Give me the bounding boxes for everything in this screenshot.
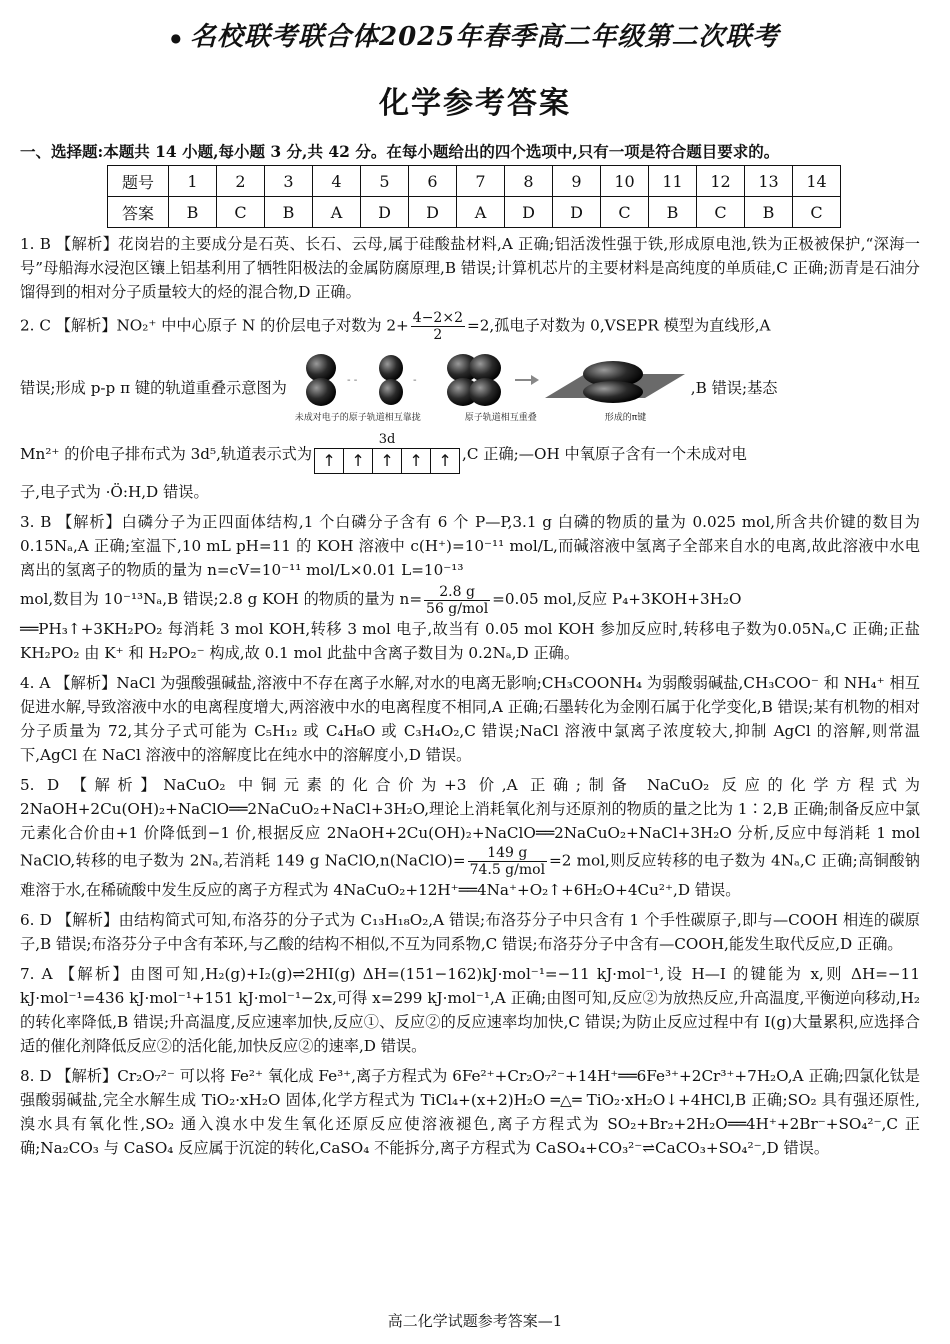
exam-title: 名校联考联合体2025年春季高二年级第二次联考 <box>190 22 780 52</box>
pi-bond-overlap-diagram <box>295 352 685 423</box>
explanation-q5 <box>20 773 920 902</box>
orbital-captions <box>295 410 685 423</box>
answer-cell: A <box>457 197 505 228</box>
question-number-cell: 5 <box>361 166 409 197</box>
caption-overlap: 原子轨道相互重叠 <box>464 412 537 423</box>
q2-text-7: 子,电子式为 ·Ö:H,D 错误。 <box>20 483 209 501</box>
arrow-icon <box>531 375 539 385</box>
row-label-number: 题号 <box>108 166 169 197</box>
q3-frac-num: 2.8 g <box>424 584 490 601</box>
caption-pi-bond: 形成的π键 <box>604 412 647 423</box>
answer-cell: B <box>745 197 793 228</box>
3d-orbital-boxes <box>314 433 460 474</box>
row-label-answer: 答案 <box>108 197 169 228</box>
q5-text-2: =2 mol,则反应转移的电子数为 4Nₐ,C 正确;高铜酸钠难溶于水,在稀硫酸中发生反应的离子方程式为 4NaCuO₂+12H⁺══4Na⁺+O₂↑+6H₂O+4Cu²⁺,D 错误。 <box>20 851 920 899</box>
answer-cell: D <box>553 197 601 228</box>
q3-fraction <box>424 584 490 617</box>
orbital-cell-up-arrow-icon: ↑ <box>315 449 344 473</box>
orbital-cell-up-arrow-icon: ↑ <box>373 449 402 473</box>
answer-cell: B <box>649 197 697 228</box>
question-number-cell: 1 <box>169 166 217 197</box>
answer-cell: B <box>169 197 217 228</box>
orbital-cell-up-arrow-icon: ↑ <box>344 449 373 473</box>
question-number-cell: 2 <box>217 166 265 197</box>
explanations <box>20 232 920 1166</box>
answer-cell: B <box>265 197 313 228</box>
bullet-dot-icon: ● <box>170 31 183 45</box>
orbital-cells <box>314 448 460 474</box>
answer-cell: D <box>361 197 409 228</box>
p-orbital-lobe <box>379 355 403 381</box>
document-title: 化学参考答案 <box>379 86 571 121</box>
section-heading: 一、选择题:本题共 14 小题,每小题 3 分,共 42 分。在每小题给出的四个选项中,只有一项是符合题目要求的。 <box>20 142 780 161</box>
orbital-label: 3d <box>378 432 396 447</box>
q3-text-2: mol,数目为 10⁻¹³Nₐ,B 错误;2.8 g KOH 的物质的量为 n= <box>20 590 423 608</box>
explanation-q1: 1. B 【解析】花岗岩的主要成分是石英、长石、云母,属于硅酸盐材料,A 正确;铝活泼性强于铁,形成原电池,铁为正极被保护,“深海一号”母船海水浸泡区镶上铝基利用了牺牲阳极法的金属防腐原理,B 错误;计算机芯片的主要材料是高纯度的单质硅,C 正确;沥青是石油分馏得到的相对分子质量较大的烃的混合物,D 正确。 <box>20 235 920 301</box>
question-number-cell: 13 <box>745 166 793 197</box>
orbital-cell-up-arrow-icon: ↑ <box>438 451 452 470</box>
q2-frac-den: 2 <box>433 327 443 343</box>
question-number-cell: 4 <box>313 166 361 197</box>
q3-frac-den: 56 g/mol <box>426 600 489 617</box>
q2-text-6: ,C 正确;—OH 中氧原子含有一个未成对电 <box>462 444 747 463</box>
explanation-q3-cont <box>20 582 920 617</box>
pi-bond-orbital-figure <box>295 352 685 410</box>
q5-frac-den: 74.5 g/mol <box>469 861 546 878</box>
answer-cell: D <box>409 197 457 228</box>
pi-bond-lobe <box>583 381 643 403</box>
p-orbital-lobe <box>469 378 501 406</box>
p-orbital-lobe <box>469 354 501 382</box>
page-footer: 高二化学试题参考答案—1 <box>387 1312 563 1330</box>
q2-frac-num: 4−2×2 <box>412 310 463 326</box>
caption-approach: 未成对电子的原子轨道相互靠拢 <box>294 412 421 423</box>
question-number-cell: 3 <box>265 166 313 197</box>
answer-cell: C <box>697 197 745 228</box>
p-orbital-lobe <box>379 379 403 405</box>
answer-table-row-answers <box>108 197 841 228</box>
q5-text-1: 5. D 【解析】NaCuO₂ 中铜元素的化合价为+3 价,A 正确;制备 NaCuO₂ 反应的化学方程式为 2NaOH+2Cu(OH)₂+NaClO══2NaCuO₂+NaCl+3H₂O,理论上消耗氧化剂与还原剂的物质的量之比为 1∶2,B 正确;制备反应中氯元素化合价由+1 价降低到−1 价,根据反应 2NaOH+2Cu(OH)₂+NaClO══2NaCuO₂+NaCl+3H₂O 分析,反应中每消耗 1 mol NaClO,转移的电子数为 2Nₐ,若消耗 149 g NaClO,n(NaClO)= <box>20 775 920 869</box>
exam-header <box>0 16 950 53</box>
question-number-cell: 11 <box>649 166 697 197</box>
explanation-q8: 8. D 【解析】Cr₂O₇²⁻ 可以将 Fe²⁺ 氧化成 Fe³⁺,离子方程式为 6Fe²⁺+Cr₂O₇²⁻+14H⁺══6Fe³⁺+2Cr³⁺+7H₂O,A 正确;四氯化钛是强酸弱碱盐,完全水解生成 TiO₂·xH₂O 固体,化学方程式为 TiCl₄+(x+2)H₂O ═△═ TiO₂·xH₂O↓+4HCl,B 正确;SO₂ 具有强还原性,溴水具有氧化性,SO₂ 通入溴水中发生氧化还原反应使溶液褪色,离子方程式为 SO₂+Br₂+2H₂O══4H⁺+2Br⁻+SO₄²⁻,C 正确;Na₂CO₃ 与 CaSO₄ 反应属于沉淀的转化,CaSO₄ 不能拆分,离子方程式为 CaSO₄+CO₃²⁻⇌CaCO₃+SO₄²⁻,D 错误。 <box>20 1066 920 1157</box>
q2-orbital-diagram-row <box>20 433 920 474</box>
question-number-cell: 14 <box>793 166 841 197</box>
q5-fraction <box>468 845 547 878</box>
q2-text-4: ,B 错误;基态 <box>690 378 778 397</box>
p-orbital-lobe <box>306 354 336 382</box>
q2-text-5: Mn²⁺ 的价电子排布式为 3d⁵,轨道表示式为 <box>20 444 313 463</box>
p-orbital-lobe <box>306 378 336 406</box>
answer-cell: A <box>313 197 361 228</box>
explanation-q3 <box>20 510 920 582</box>
explanation-q4: 4. A 【解析】NaCl 为强酸强碱盐,溶液中不存在离子水解,对水的电离无影响;CH₃COONH₄ 为弱酸弱碱盐,CH₃COO⁻ 和 NH₄⁺ 相互促进水解,导致溶液中水的电离程度增大,两溶液中水的电离程度不相同,A 正确;石墨转化为金刚石属于化学变化,B 错误;某有机物的相对分子质量为 72,其分子式可能为 C₅H₁₂ 或 C₄H₈O 或 C₃H₄O₂,C 错误;NaCl 溶液中氯离子浓度较大,抑制 AgCl 的溶解,则常温下,AgCl 在 NaCl 溶液中的溶解度比在纯水中的溶解度小,D 错误。 <box>20 673 920 764</box>
q2-text-2: =2,孤电子对数为 0,VSEPR 模型为直线形,A <box>466 316 771 335</box>
question-number-cell: 6 <box>409 166 457 197</box>
q2-text-3: 错误;形成 p-p π 键的轨道重叠示意图为 <box>20 378 287 397</box>
question-number-cell: 10 <box>601 166 649 197</box>
answer-table <box>107 165 841 228</box>
explanation-q7: 7. A 【解析】由图可知,H₂(g)+I₂(g)⇌2HI(g) ΔH=(151−162)kJ·mol⁻¹=−11 kJ·mol⁻¹,设 H—I 的键能为 x,则 ΔH=−11 kJ·mol⁻¹=436 kJ·mol⁻¹+151 kJ·mol⁻¹−2x,可得 x=299 kJ·mol⁻¹,A 正确;由图可知,反应②为放热反应,升高温度,平衡逆向移动,H₂ 的转化率降低,B 错误;升高温度,反应速率加快,反应①、反应②的反应速率均加快,C 错误;为防止反应过程中有 I(g)大量累积,应选择合适的催化剂降低反应②的活化能,加快反应②的速率,D 错误。 <box>20 964 920 1055</box>
question-number-cell: 12 <box>697 166 745 197</box>
question-number-cell: 8 <box>505 166 553 197</box>
q3-text-4: ══PH₃↑+3KH₂PO₂ 每消耗 3 mol KOH,转移 3 mol 电子,故当有 0.05 mol KOH 参加反应时,转移电子数为0.05Nₐ,C 正确;正盐 KH₂PO₂ 由 K⁺ 和 H₂PO₂⁻ 构成,故 0.1 mol 此盐中含离子数目为 0.2Nₐ,D 正确。 <box>20 619 920 662</box>
explanation-q6: 6. D 【解析】由结构简式可知,布洛芬的分子式为 C₁₃H₁₈O₂,A 错误;布洛芬分子中只含有 1 个手性碳原子,即与—COOH 相连的碳原子,B 错误;布洛芬分子中含有苯环,与乙酸的结构不相似,不互为同系物,C 错误;布洛芬分子中含有—COOH,能发生取代反应,D 正确。 <box>20 910 920 953</box>
answer-cell: C <box>601 197 649 228</box>
orbital-cell-up-arrow-icon: ↑ <box>402 449 431 473</box>
q2-orbital-row <box>20 347 920 427</box>
question-number-cell: 7 <box>457 166 505 197</box>
svg-text:- -: - - <box>346 374 358 386</box>
q2-fraction <box>411 310 465 343</box>
q3-text-1: 3. B 【解析】白磷分子为正四面体结构,1 个白磷分子含有 6 个 P—P,3.1 g 白磷的物质的量为 0.025 mol,所含共价键的数目为 0.15Nₐ,A 正确;室温下,10 mL pH=11 的 KOH 溶液中 c(H⁺)=10⁻¹¹ mol/L,而碱溶液中氢离子全部来自水的电离,故此溶液中水电离出的氢离子的物质的量为 n=cV=10⁻¹¹ mol/L×0.01 L=10⁻¹³ <box>20 513 920 579</box>
svg-text:-: - <box>412 374 417 386</box>
q5-frac-num: 149 g <box>468 845 547 862</box>
answer-cell: C <box>793 197 841 228</box>
answer-cell: D <box>505 197 553 228</box>
answer-cell: C <box>217 197 265 228</box>
question-number-cell: 9 <box>553 166 601 197</box>
explanation-q2 <box>20 310 920 343</box>
q3-text-3: =0.05 mol,反应 P₄+3KOH+3H₂O <box>492 590 742 608</box>
answer-table-row-numbers <box>108 166 841 197</box>
q2-text-1: 2. C 【解析】NO₂⁺ 中中心原子 N 的价层电子对数为 2+ <box>20 316 409 335</box>
